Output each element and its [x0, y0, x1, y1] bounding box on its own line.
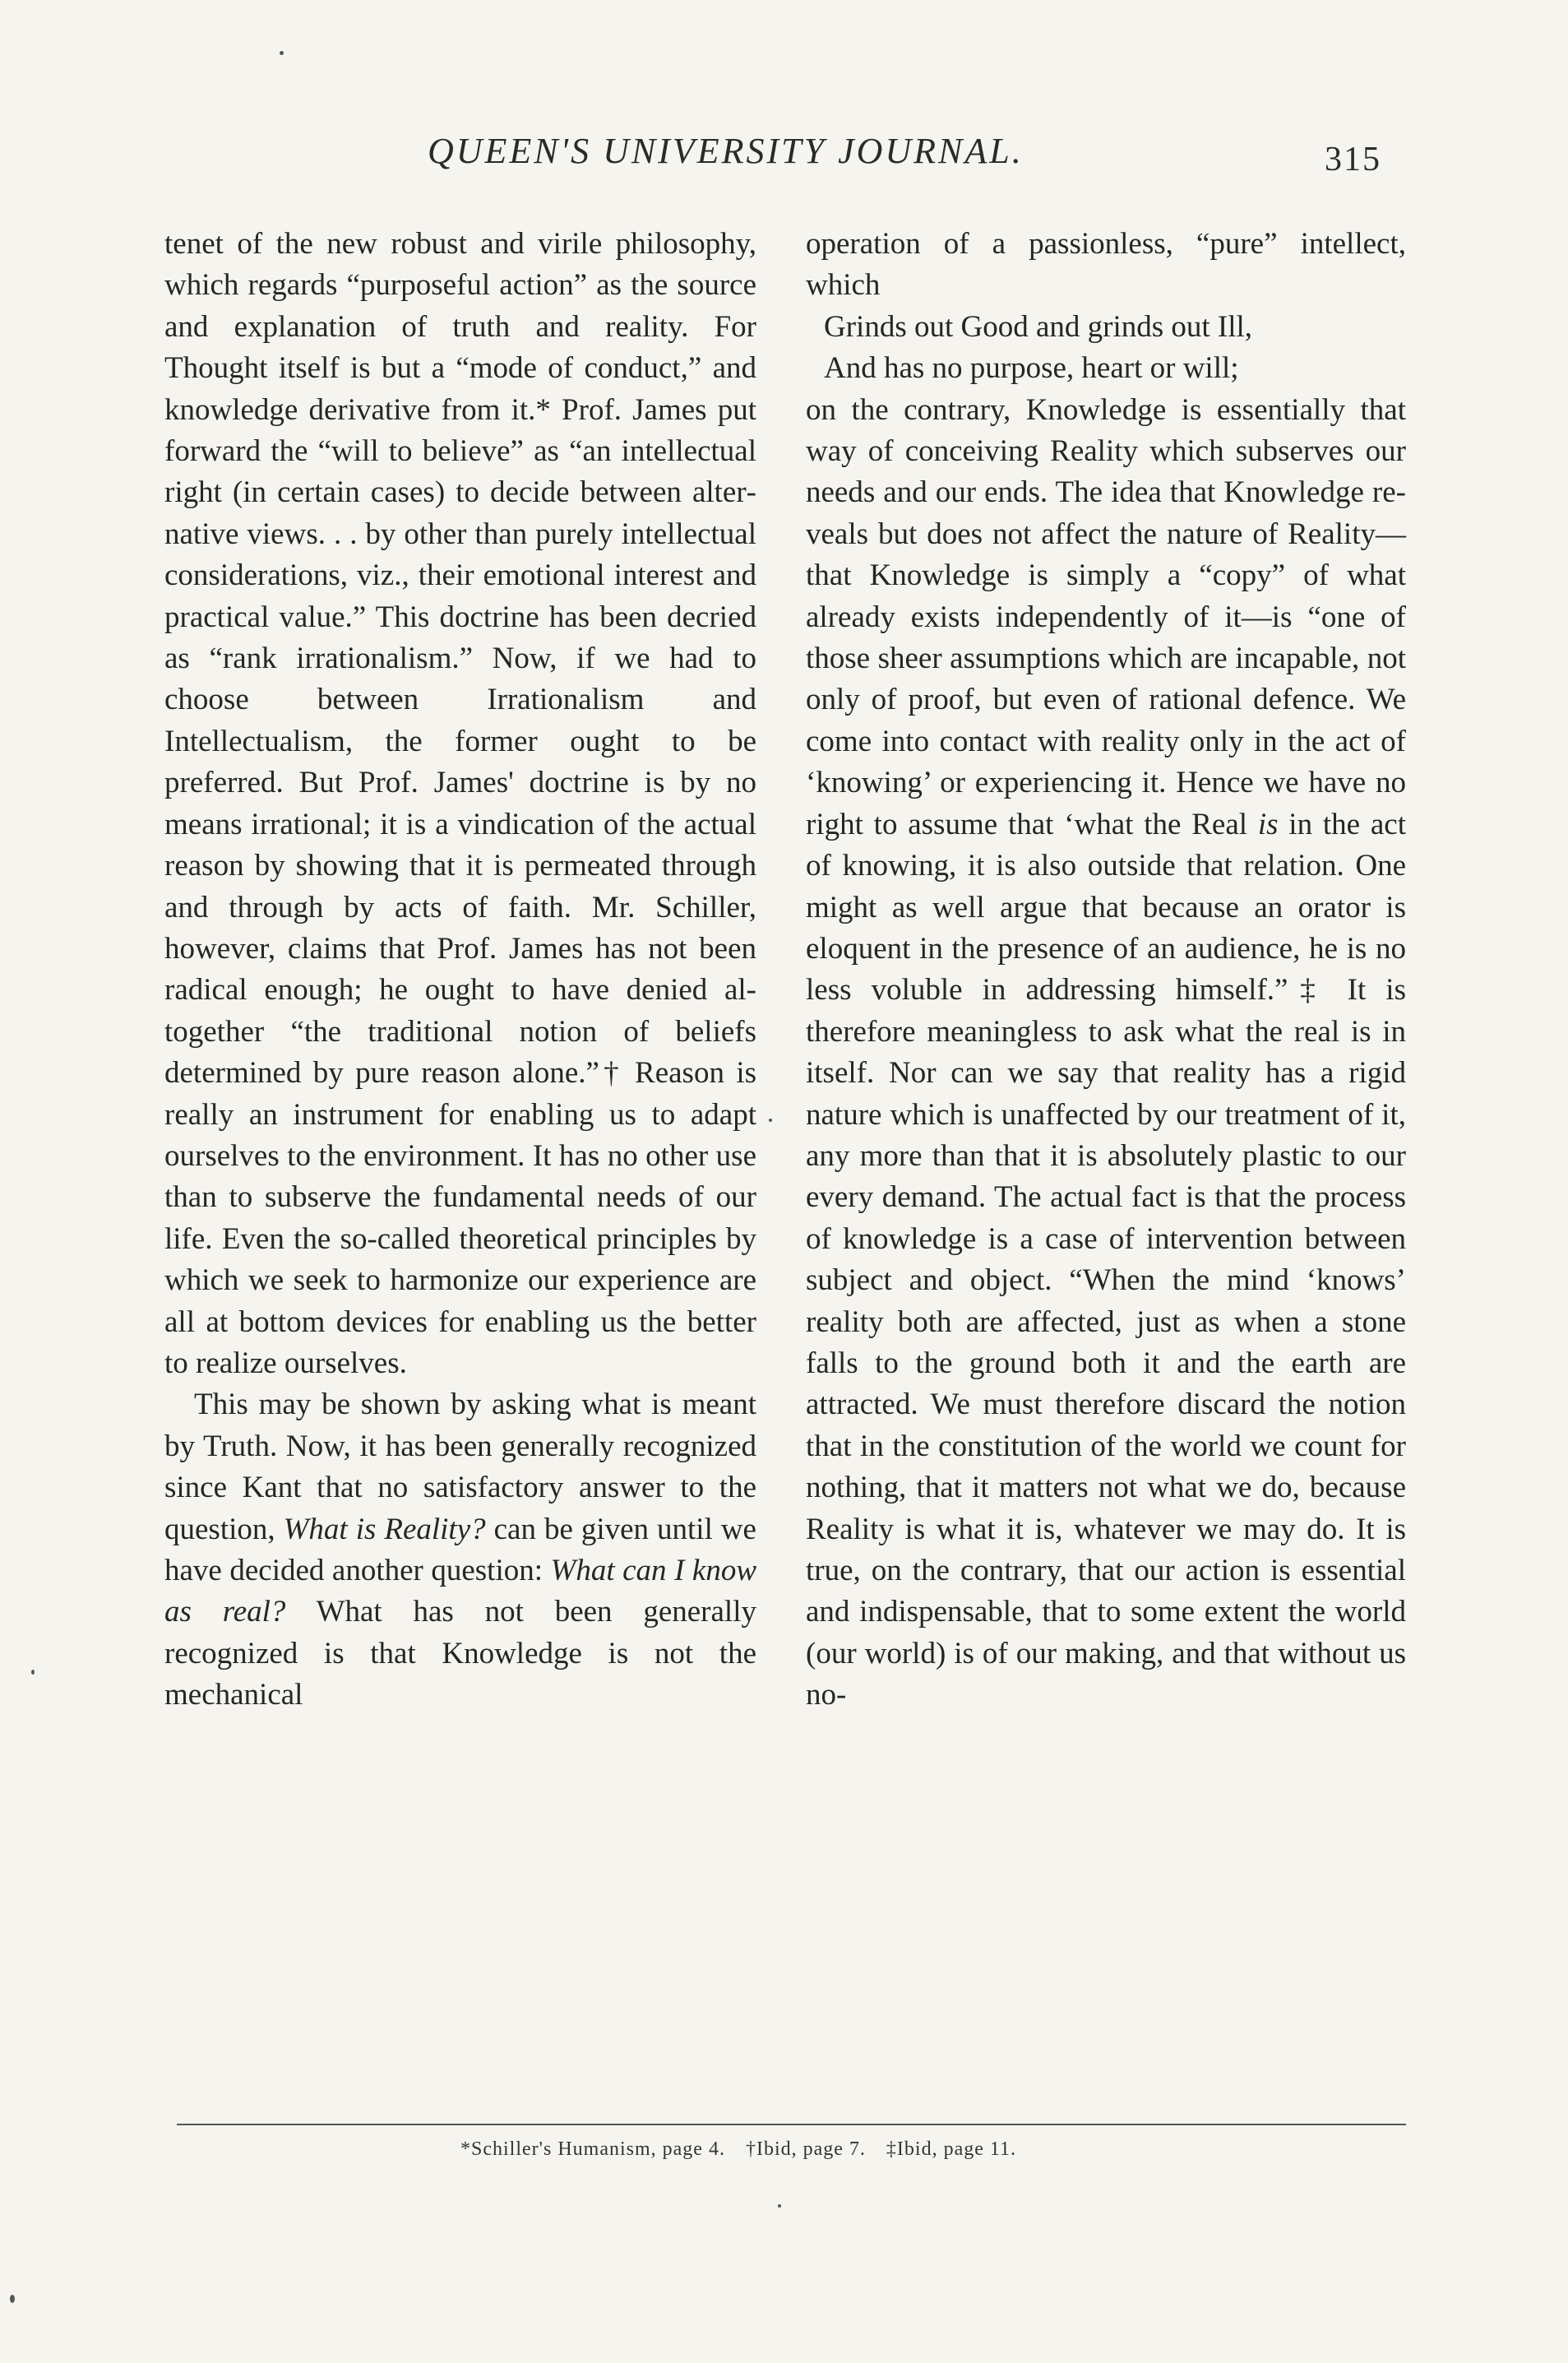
text-run: can be given until we have decided another question: — [164, 1512, 756, 1587]
paragraph-knowledge — [806, 390, 1406, 1717]
text-run: in the act of knowing, it is also outside that relation. One might as well argue that because an orator is eloquent in the presence of an audience, he is no less voluble in addressing himself.”‡ It is therefore meaningless to ask what the real is in itself. Nor can we say that reality has a rigid nature which is unaffected by our treatment of it, any more than that it is absolutely plastic to our every demand. The actual fact is that the process of knowledge is a case of intervention between subject and object. “When the mind ‘knows’ reality both are affected, just as when a stone falls to the ground both it and the earth are attracted. We must therefore discard the notion that in the constitution of the world we count for nothing, that it matters not what we do, because Reality is what it is, whatever we may do. It is true, on the contrary, that our action is essential and indispensable, that to some extent the world (our world) is of our making, and that without us no- — [806, 807, 1406, 1712]
text-run: This may be shown by asking what is meant by Truth. Now, it has been generally recognized since Kant that no satisfactory answer to the question, — [164, 1388, 756, 1546]
footnote-rule — [177, 2124, 1406, 2125]
print-speck — [769, 1119, 772, 1122]
footnote-humanism: *Schiller's Humanism, page 4. — [460, 2138, 725, 2160]
footnote-ibid-11: ‡Ibid, page 11. — [886, 2138, 1016, 2160]
text-run: on the contrary, Knowledge is essentially that way of conceiving Reality which subserves our needs and our ends. The idea that Knowledge reveals but does not affect the nature of Reality—that Knowledge is simply a “copy” of what already exists independently of it—is “one of those sheer assumptions which are incapable, not only of proof, but even of rational defence. We come into contact with reality only in the act of ‘knowing’ or experiencing it. Hence we have no right to assume that ‘what the Real — [806, 392, 1406, 841]
print-speck — [280, 51, 284, 55]
italic-question-reality: What is Reality? — [283, 1512, 486, 1546]
italic-is: is — [1257, 807, 1279, 841]
footnotes — [460, 2138, 1031, 2161]
print-speck — [31, 1670, 35, 1675]
footnote-ibid-7: †Ibid, page 7. — [745, 2138, 866, 2160]
verse-line: And has no purpose, heart or will; — [824, 351, 1239, 386]
verse-line: Grinds out Good and grinds out Ill, — [824, 309, 1253, 344]
right-column — [806, 224, 1406, 1717]
paragraph-continued: tenet of the new robust and virile philosophy, which regards “purposeful action” as the source and explanation of truth and reality. For Thought itself is but a “mode of conduct,” and knowledge derivative from it.* Prof. James put forward the “will to believe” as “an intellectual right (in certain cases) to decide between alternative views. . . by other than purely intellectual considerations, viz., their emotional interest and practical value.” This doctrine has been decried as “rank irrationalism.” Now, if we had to choose between Irrationalism and Intellectualism, the former ought to be preferred. But Prof. James' doctrine is by no means irrational; it is a vindication of the actual reason by showing that it is permeated through and through by acts of faith. Mr. Schiller, however, claims that Prof. James has not been radical enough; he ought to have denied altogether “the traditional notion of beliefs determined by pure reason alone.”† Reason is really an instrument for enabling us to adapt ourselves to the environment. It has no other use than to subserve the fundamental needs of our life. Even the so-called theoretical principles by which we seek to harmonize our experience are all at bottom devices for enabling us the better to realize ourselves. — [164, 227, 756, 1380]
left-column — [164, 224, 756, 1717]
text-run: What has not been generally recognized is that Knowledge is not the mechanical — [164, 1595, 756, 1712]
running-head: QUEEN'S UNIVERSITY JOURNAL. — [428, 131, 1024, 171]
page-number: 315 — [1325, 141, 1381, 178]
paragraph-truth — [164, 1384, 756, 1716]
verse-quote — [824, 307, 1406, 390]
print-speck — [778, 2204, 781, 2208]
italic-question-know: What can I know as real? — [164, 1554, 756, 1629]
page-header — [164, 123, 1414, 189]
paragraph-operation: operation of a passionless, “pure” intellect, which — [806, 227, 1406, 303]
print-speck — [10, 2295, 15, 2303]
